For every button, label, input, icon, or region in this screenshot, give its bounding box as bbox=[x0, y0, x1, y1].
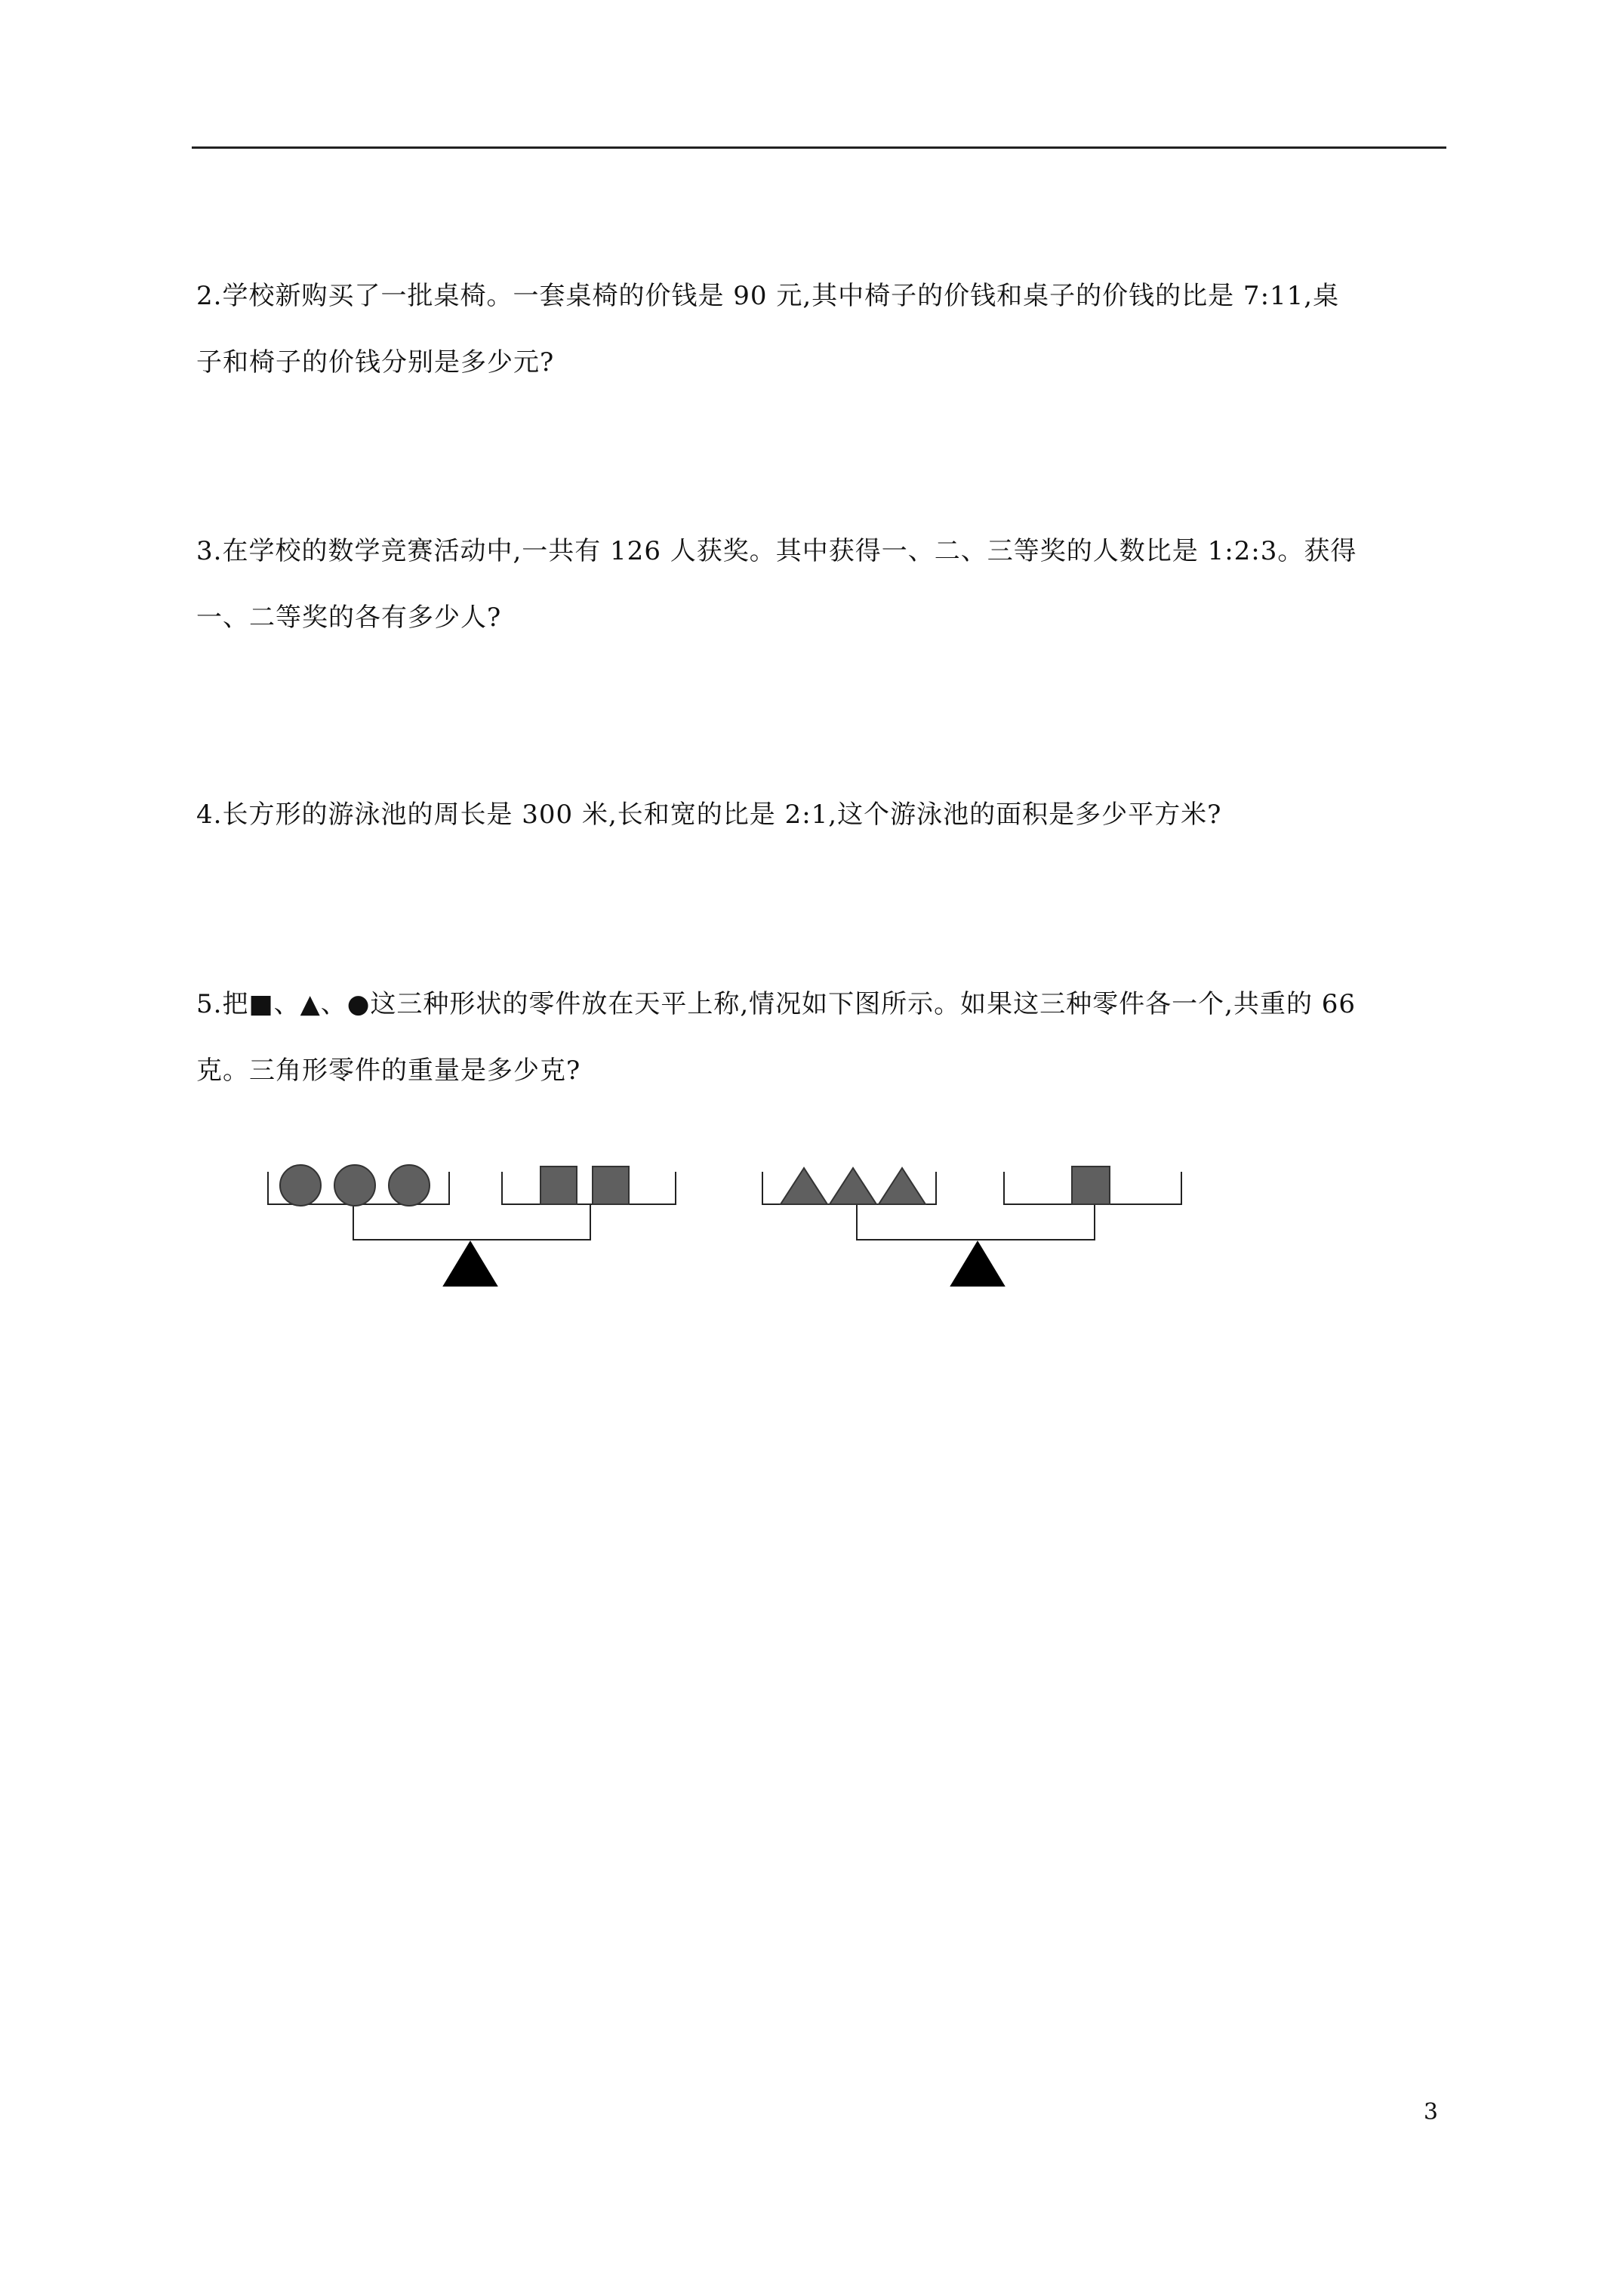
square-part bbox=[1072, 1166, 1110, 1204]
square-part bbox=[540, 1166, 577, 1204]
fulcrum-triangle bbox=[444, 1242, 497, 1286]
question-3-line-1: 3.在学校的数学竞赛活动中,一共有 126 人获奖。其中获得一、二、三等奖的人数比是 1:2:3。获得 bbox=[196, 536, 1357, 566]
question-5-line-2: 克。三角形零件的重量是多少克? bbox=[196, 1056, 581, 1086]
question-2-line-2: 子和椅子的价钱分别是多少元? bbox=[196, 347, 555, 378]
fulcrum-triangle bbox=[951, 1242, 1004, 1286]
balance-left-right-pan bbox=[502, 1172, 676, 1204]
question-5 bbox=[196, 971, 1449, 1104]
square-part bbox=[593, 1166, 629, 1204]
question-2 bbox=[196, 263, 1449, 396]
page-number: 3 bbox=[1423, 2099, 1438, 2125]
circle-part bbox=[389, 1165, 430, 1206]
balance-scales-figure bbox=[257, 1148, 1223, 1299]
question-4 bbox=[196, 781, 1449, 848]
circle-part bbox=[280, 1165, 321, 1206]
header-rule bbox=[192, 146, 1446, 149]
question-3-line-2: 一、二等奖的各有多少人? bbox=[196, 603, 502, 633]
balance-right bbox=[762, 1166, 1181, 1286]
triangle-part bbox=[879, 1168, 925, 1204]
balance-left-beam bbox=[353, 1204, 590, 1240]
triangle-part bbox=[830, 1168, 876, 1204]
triangle-part bbox=[781, 1168, 827, 1204]
balance-right-beam bbox=[857, 1204, 1095, 1240]
question-5-line-1: 5.把■、▲、●这三种形状的零件放在天平上称,情况如下图所示。如果这三种零件各一个,共重的 66 bbox=[196, 989, 1357, 1019]
circle-part bbox=[334, 1165, 375, 1206]
question-4-line-1: 4.长方形的游泳池的周长是 300 米,长和宽的比是 2:1,这个游泳池的面积是多少平方米? bbox=[196, 800, 1222, 830]
balance-left bbox=[268, 1165, 676, 1286]
question-3 bbox=[196, 518, 1449, 651]
question-2-line-1: 2.学校新购买了一批桌椅。一套桌椅的价钱是 90 元,其中椅子的价钱和桌子的价钱的比是 7:11,桌 bbox=[196, 281, 1340, 311]
